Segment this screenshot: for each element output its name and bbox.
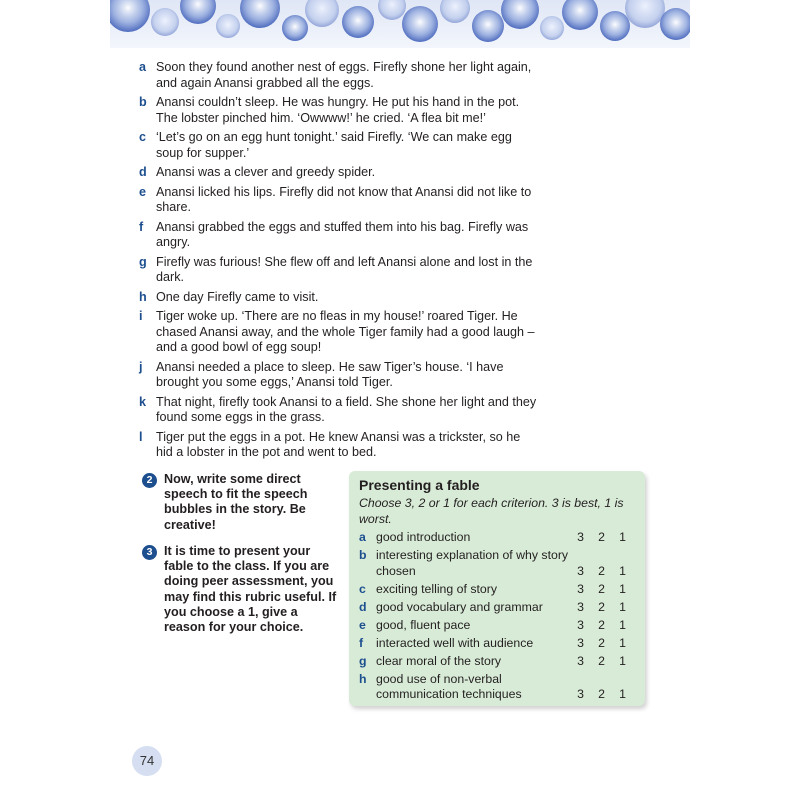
list-item: c ‘Let’s go on an egg hunt tonight.’ said Firefly. ‘We can make egg soup for supper.’: [139, 130, 512, 160]
task-3-text: It is time to present your fable to the class. If you are doing peer assessment, you may find this rubric useful. If you choose a 1, give a reason for your choice.: [164, 544, 337, 635]
list-item: k That night, firefly took Anansi to a field. She shone her light and they found some eggs in the grass.: [139, 394, 537, 424]
header-bubble-banner: [110, 0, 690, 48]
bubble-pattern: [110, 0, 690, 48]
task-number-badge: 3: [142, 545, 157, 560]
list-item: l Tiger put the eggs in a pot. He knew Anansi was a trickster, so he hid a lobster in the pot and went to bed.: [139, 429, 521, 459]
rubric-intro: Choose 3, 2 or 1 for each criterion. 3 is best, 1 is worst.: [359, 496, 624, 526]
rubric-row: e good, fluent pace 3 2 1: [359, 617, 626, 632]
task-3-instruction: [142, 544, 337, 635]
rubric-row: g clear moral of the story 3 2 1: [359, 653, 626, 668]
list-item: e Anansi licked his lips. Firefly did not know that Anansi did not like to share.: [139, 184, 532, 214]
list-item: i Tiger woke up. ‘There are no fleas in my house!’ roared Tiger. He chased Anansi away, and the whole Tiger family had a good laugh – and a good bowl of egg soup!: [139, 309, 535, 354]
rubric-title: Presenting a fable: [359, 477, 480, 493]
rubric-box: [349, 471, 645, 706]
list-item: j Anansi needed a place to sleep. He saw Tiger’s house. ‘I have brought you some eggs,’ Anansi told Tiger.: [139, 359, 504, 389]
list-item: a Soon they found another nest of eggs. Firefly shone her light again, and again Anansi grabbed all the eggs.: [139, 60, 532, 90]
rubric-criteria-list: [359, 530, 633, 705]
story-sentence-list: [139, 60, 539, 465]
list-item: b Anansi couldn’t sleep. He was hungry. He put his hand in the pot. The lobster pinched him. ‘Owwww!’ he cried. ‘A flea bit me!’: [139, 95, 520, 125]
task-2-text: Now, write some direct speech to fit the speech bubbles in the story. Be creative!: [164, 472, 308, 532]
rubric-row: c exciting telling of story 3 2 1: [359, 581, 626, 596]
rubric-row: h good use of non-verbal communication techniques 3 2 1: [359, 671, 626, 701]
page-number: 74: [132, 746, 162, 776]
list-item: g Firefly was furious! She flew off and left Anansi alone and lost in the dark.: [139, 254, 533, 284]
rubric-row: f interacted well with audience 3 2 1: [359, 635, 626, 650]
rubric-row: d good vocabulary and grammar 3 2 1: [359, 599, 626, 614]
task-2-instruction: [142, 472, 337, 533]
rubric-row: a good introduction 3 2 1: [359, 530, 626, 544]
list-item: h One day Firefly came to visit.: [139, 289, 319, 304]
rubric-row: b interesting explanation of why story chosen 3 2 1: [359, 548, 626, 578]
task-number-badge: 2: [142, 473, 157, 488]
list-item: d Anansi was a clever and greedy spider.: [139, 165, 376, 179]
list-item: f Anansi grabbed the eggs and stuffed them into his bag. Firefly was angry.: [139, 219, 529, 249]
